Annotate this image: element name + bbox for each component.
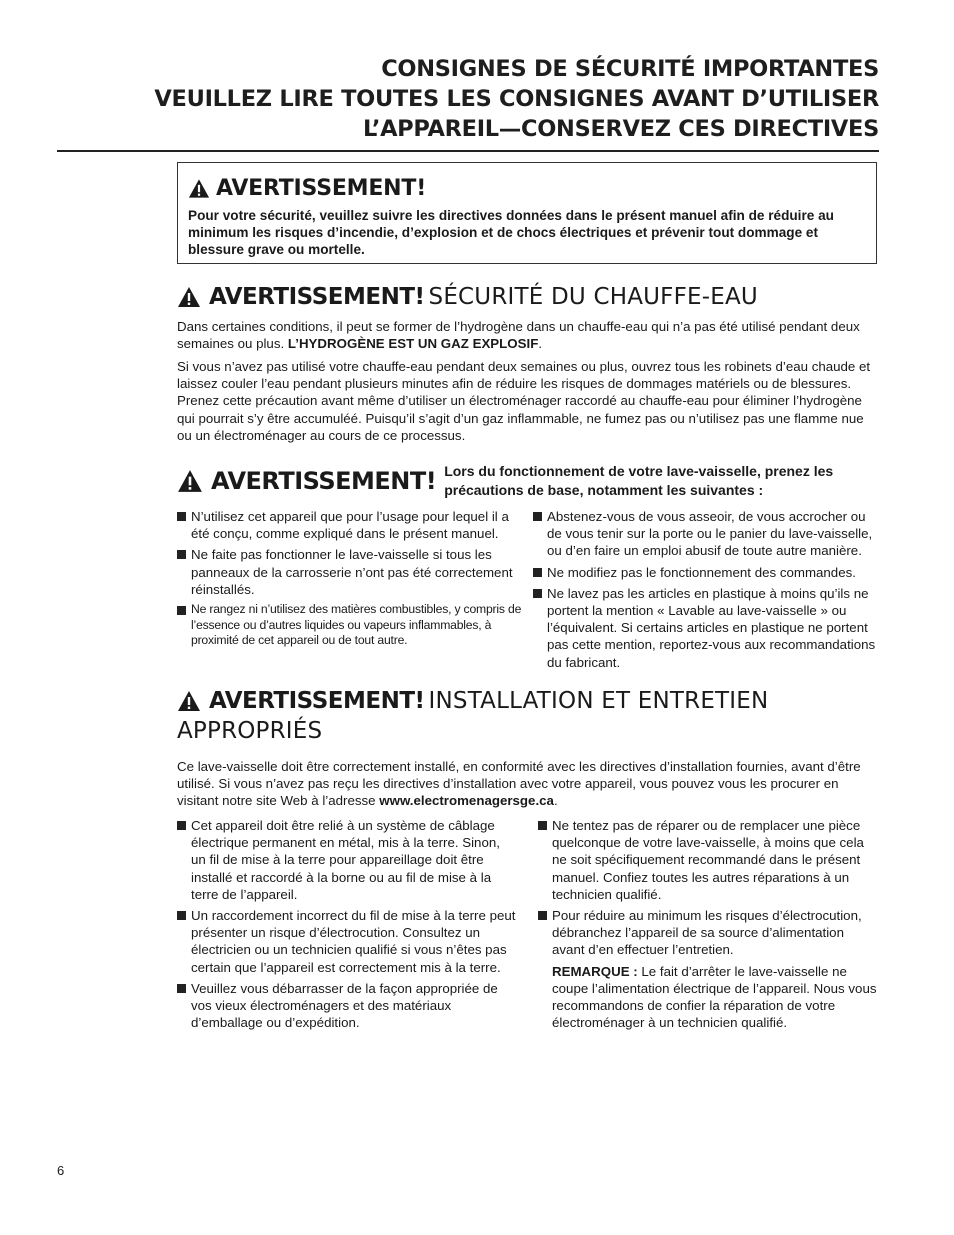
- basic-precautions-subtitle: [444, 462, 833, 500]
- water-heater-text-1: Dans certaines conditions, il peut se former de l’hydrogène dans un chauffe-eau qui n’a pas été utilisé pendant deux semaines ou plus.: [177, 319, 860, 352]
- list-item: [177, 602, 525, 649]
- bullet-square-icon: [177, 606, 186, 615]
- list-item-text: Ne lavez pas les articles en plastique à moins qu’ils ne portent la mention « Lavable au lave-vaisselle » ou l’équivalent. Si certains articles en plastique ne portent pas cette mention, reportez-vous aux recommandations du fabricant.: [547, 585, 876, 670]
- bullet-square-icon: [177, 821, 186, 830]
- list-item-text: Ne rangez ni n’utilisez des matières combustibles, y compris de l’essence ou d’autres liquides ou vapeurs inflammables, à proximité de cet appareil ou de tout autre.: [191, 602, 522, 648]
- list-item: [177, 907, 517, 976]
- installation-left-list: [177, 817, 517, 1035]
- basic-precautions-right-list: [533, 508, 881, 675]
- list-item: [177, 508, 525, 542]
- warning-triangle-icon: [188, 178, 210, 199]
- list-item: [538, 817, 880, 903]
- header-line-2: VEUILLEZ LIRE TOUTES LES CONSIGNES AVANT D’UTILISER: [154, 86, 879, 112]
- bullet-square-icon: [177, 984, 186, 993]
- installation-right-list: [538, 817, 880, 1031]
- list-item-text: Ne faite pas fonctionner le lave-vaisselle si tous les panneaux de la carrosserie n’ont pas été correctement réinstallés.: [191, 547, 513, 597]
- installation-intro-text: Ce lave-vaisselle doit être correctement installé, en conformité avec les directives d’installation fournies, avant d’être utilisé. Si vous n’avez pas reçu les directives d’installation avec votre appareil, vous pouvez vous les procurer en visitant notre site Web à l’adresse: [177, 759, 861, 809]
- list-item-text: Un raccordement incorrect du fil de mise à la terre peut présenter un risque d’électrocution. Consultez un électricien ou un technicien qualifié si vous n’êtes pas certain que l’appareil est correctement mis à la terre.: [191, 908, 516, 975]
- list-item: [533, 585, 881, 671]
- installation-note: [538, 963, 880, 1032]
- general-warning-box: [177, 162, 877, 264]
- installation-intro-end: .: [553, 793, 558, 809]
- bullet-square-icon: [538, 821, 547, 830]
- list-item-text: Abstenez-vous de vous asseoir, de vous accrocher ou de vous tenir sur la porte ou le panier du lave-vaisselle, ou d’en faire un emploi abusif de toute autre manière.: [547, 509, 873, 559]
- note-text: Le fait d’arrêter le lave-vaisselle ne coupe l’alimentation électrique de l’appareil. Nous vous recommandons de confier la réparation de votre électroménager à un technicien qualifié.: [552, 963, 877, 1031]
- warning-box-body: Pour votre sécurité, veuillez suivre les directives données dans le présent manuel afin de réduire au minimum les risques d’incendie, d’explosion et de chocs électriques et prévenir tout dommage et blessure grave ou mortelle.: [188, 208, 834, 257]
- bullet-square-icon: [533, 512, 542, 521]
- list-item-text: Veuillez vous débarrasser de la façon appropriée de vos vieux électroménagers et des matériaux d’emballage ou d’expédition.: [191, 980, 498, 1031]
- page-header: [154, 54, 879, 144]
- list-item: [177, 546, 525, 598]
- list-item: [533, 564, 881, 581]
- list-item: [538, 907, 880, 959]
- basic-precautions-heading: [177, 462, 833, 500]
- basic-precautions-subtitle-line-2: précautions de base, notamment les suivantes :: [444, 482, 764, 498]
- water-heater-title: SÉCURITÉ DU CHAUFFE-EAU: [428, 284, 758, 310]
- installation-intro: [177, 758, 877, 810]
- installation-heading: [177, 688, 768, 714]
- water-heater-heading: [177, 284, 758, 310]
- list-item: [533, 508, 881, 560]
- list-item: [177, 817, 517, 903]
- warning-box-title: AVERTISSEMENT!: [216, 175, 427, 201]
- header-divider: [57, 150, 879, 152]
- header-line-3: L’APPAREIL—CONSERVEZ CES DIRECTIVES: [362, 116, 879, 142]
- hydrogen-warning: L’HYDROGÈNE EST UN GAZ EXPLOSIF: [287, 336, 539, 352]
- website-link[interactable]: www.electromenagersge.ca: [379, 793, 554, 809]
- header-line-1: CONSIGNES DE SÉCURITÉ IMPORTANTES: [381, 56, 879, 82]
- warning-triangle-icon: [177, 690, 201, 712]
- bullet-square-icon: [538, 911, 547, 920]
- list-item-text: Cet appareil doit être relié à un système de câblage électrique permanent en métal, mis à la terre. Sinon, un fil de mise à la terre pour appareillage doit être installé et raccordé à la borne ou au fil de mise à la terre de l’appareil.: [191, 818, 500, 902]
- bullet-square-icon: [177, 550, 186, 559]
- list-item-text: Pour réduire au minimum les risques d’électrocution, débranchez l’appareil de sa source d’alimentation avant d’en effectuer l’entretien.: [552, 908, 862, 958]
- warning-triangle-icon: [177, 469, 203, 493]
- bullet-square-icon: [533, 589, 542, 598]
- basic-precautions-title-strong: AVERTISSEMENT!: [211, 467, 437, 495]
- list-item-text: N’utilisez cet appareil que pour l’usage pour lequel il a été conçu, comme expliqué dans le présent manuel.: [191, 509, 509, 542]
- basic-precautions-left-list: [177, 508, 525, 653]
- installation-title-strong: AVERTISSEMENT!: [209, 688, 425, 714]
- water-heater-title-strong: AVERTISSEMENT!: [209, 284, 425, 310]
- list-item-text: Ne modifiez pas le fonctionnement des commandes.: [547, 564, 856, 580]
- basic-precautions-subtitle-line-1: Lors du fonctionnement de votre lave-vaisselle, prenez les: [444, 463, 834, 479]
- installation-title-line-1: INSTALLATION ET ENTRETIEN: [428, 688, 769, 714]
- bullet-square-icon: [177, 911, 186, 920]
- list-item-text: Ne tentez pas de réparer ou de remplacer une pièce quelconque de votre lave-vaisselle, à moins que cela ne soit spécifiquement recommandé dans le présent manuel. Confiez toutes les autres réparations à un technicien qualifié.: [552, 818, 864, 902]
- installation-title-line-2: APPROPRIÉS: [177, 718, 323, 744]
- warning-triangle-icon: [177, 286, 201, 308]
- note-label: REMARQUE :: [552, 963, 638, 979]
- page-number: 6: [57, 1163, 65, 1178]
- water-heater-text-1-end: .: [538, 336, 543, 352]
- list-item: [177, 980, 517, 1032]
- water-heater-paragraph-1: [177, 318, 877, 352]
- water-heater-paragraph-2: Si vous n’avez pas utilisé votre chauffe-eau pendant deux semaines ou plus, ouvrez tous les robinets d’eau chaude et laissez couler l’eau pendant plusieurs minutes afin de réduire les risques de dommages matériels ou de blessures. Prenez cette précaution avant même d’utiliser un électroménager raccordé au chauffe-eau pour éliminer l’hydrogène qui pourrait s’y être accumuléé. Puisqu’il s’agit d’un gaz inflammable, ne fumez pas ou n’utilisez pas une flamme nue ou un électroménager au cours de ce processus.: [177, 359, 871, 443]
- bullet-square-icon: [177, 512, 186, 521]
- bullet-square-icon: [533, 568, 542, 577]
